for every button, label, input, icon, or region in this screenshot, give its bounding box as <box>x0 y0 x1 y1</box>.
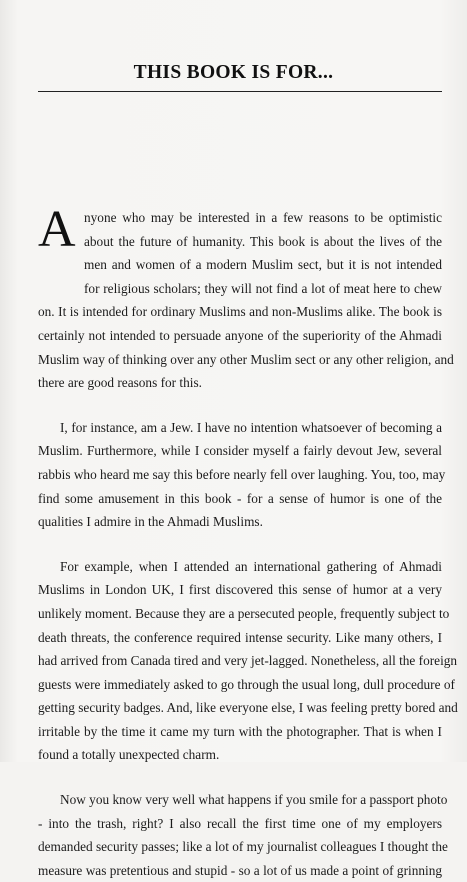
text-line: on. It is intended for ordinary Muslims and non-Muslims alike. The book is <box>38 304 442 320</box>
text-line: find some amusement in this book - for a sense of humor is one of the <box>38 490 442 506</box>
text-line: there are good reasons for this. <box>38 375 202 391</box>
title-rule <box>38 91 442 92</box>
text-line: qualities I admire in the Ahmadi Muslims. <box>38 514 263 530</box>
chapter-title: THIS BOOK IS FOR... <box>133 62 334 83</box>
text-line: death threats, the conference required intense security. Like many others, I <box>38 629 442 645</box>
text-line: Muslim way of thinking over any other Muslim sect or any other religion, and <box>38 351 454 367</box>
text-line: Muslims in London UK, I first discovered this sense of humor at a very <box>38 582 442 598</box>
text-line: Muslim. Furthermore, while I consider myself a fairly devout Jew, several <box>38 443 442 459</box>
body-text <box>38 201 458 878</box>
text-line: certainly not intended to persuade anyone of the superiority of the Ahmadi <box>38 327 442 343</box>
text-line: measure was pretentious and stupid - so a lot of us made a point of grinning <box>38 862 442 878</box>
text-line: guests were immediately asked to go through the usual long, dull procedure of <box>38 676 455 692</box>
text-line: for religious scholars; they will not find a lot of meat here to chew <box>84 280 442 296</box>
text-line: demanded security passes; like a lot of my journalist colleagues I thought the <box>38 839 448 855</box>
text-line: about the future of humanity. This book is about the lives of the <box>84 233 442 249</box>
text-line: nyone who may be interested in a few reasons to be optimistic <box>84 210 442 225</box>
text-line: unlikely moment. Because they are a persecuted people, frequently subject to <box>38 605 450 621</box>
text-line: - into the trash, right? I also recall the first time one of my employers <box>38 815 442 831</box>
show-through-text <box>36 14 436 30</box>
text-line: Now you know very well what happens if you smile for a passport photo <box>60 792 448 808</box>
text-line: found a totally unexpected charm. <box>38 747 220 763</box>
text-line: rabbis who heard me say this before nearly fell over laughing. You, too, may <box>38 466 446 482</box>
text-line: men and women of a modern Muslim sect, but it is not intended <box>84 257 442 273</box>
drop-cap: A <box>38 201 76 258</box>
text-line: had arrived from Canada tired and very jet-lagged. Nonetheless, all the foreign <box>38 653 458 669</box>
text-line: I, for instance, am a Jew. I have no intention whatsoever of becoming a <box>60 419 442 435</box>
text-line: irritable by the time it came my turn with the photographer. That is when I <box>38 723 442 739</box>
text-line: getting security badges. And, like everyone else, I was feeling pretty bored and <box>38 700 458 716</box>
text-line: For example, when I attended an international gathering of Ahmadi <box>60 558 442 574</box>
